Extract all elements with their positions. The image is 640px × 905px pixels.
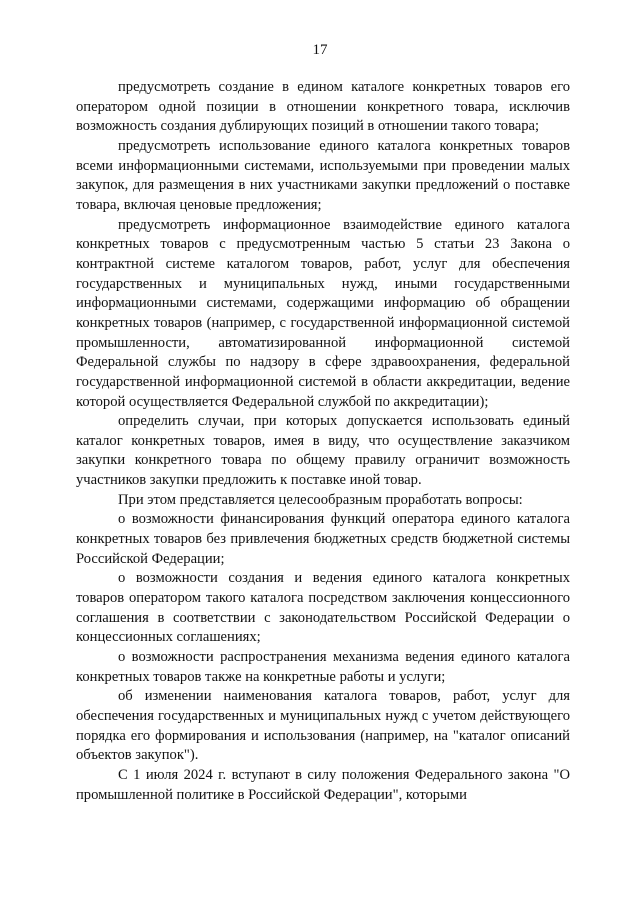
paragraph-industrial-policy-law: С 1 июля 2024 г. вступают в силу положения Федерального закона "О промышленной политике в Российской Федерации", которыми [76, 766, 570, 803]
paragraph-catalog-renaming: об изменении наименования каталога товаров, работ, услуг для обеспечения государственных и муниципальных нужд с учетом действующего порядка его формирования и использования (например, на "каталог описаний объектов закупок"). [76, 688, 570, 764]
paragraph-financing: о возможности финансирования функций оператора единого каталога конкретных товаров без привлечения бюджетных средств бюджетной системы Российской Федерации; [76, 511, 570, 567]
paragraph-questions-intro: При этом представляется целесообразным проработать вопросы: [118, 491, 523, 508]
paragraph-concession: о возможности создания и ведения единого каталога конкретных товаров оператором такого каталога посредством заключения концессионного соглашения в соответствии с законодательством Российской Федерации о концессионных соглашениях; [76, 570, 570, 646]
paragraph-works-services: о возможности распространения механизма ведения единого каталога конкретных товаров также на конкретные работы и услуги; [76, 649, 570, 685]
paragraph-catalog-single-position: предусмотреть создание в едином каталоге конкретных товаров его оператором одной позиции в отношении конкретного товара, исключив возможность создания дублирующих позиций в отношении такого товара; [76, 79, 570, 135]
page-number: 17 [312, 42, 328, 58]
paragraph-information-interaction: предусмотреть информационное взаимодействие единого каталога конкретных товаров с предусмотренным частью 5 статьи 23 Закона о контрактной системе каталогом товаров, работ, услуг для обеспечения государственных и муниципальных нужд, иными государственными информационными системами, содержащими информацию об обращении конкретных товаров (например, с государственной информационной системой промышленности, автоматизированной информационной системой Федеральной службы по надзору в сфере здравоохранения, федеральной государственной информационной системой в области аккредитации, ведение которой осуществляется Федеральной службой по аккредитации); [76, 216, 570, 410]
document-body [76, 78, 570, 805]
paragraph-catalog-information-systems: предусмотреть использование единого каталога конкретных товаров всеми информационными системами, используемыми при проведении малых закупок, для размещения в них участниками закупки предложений о поставке товара, включая ценовые предложения; [76, 137, 570, 213]
paragraph-usage-cases: определить случаи, при которых допускается использовать единый каталог конкретных товаров, имея в виду, что осуществление заказчиком закупки конкретного товара по общему правилу ограничит возможность участников закупки предложить к поставке иной товар. [76, 413, 570, 489]
